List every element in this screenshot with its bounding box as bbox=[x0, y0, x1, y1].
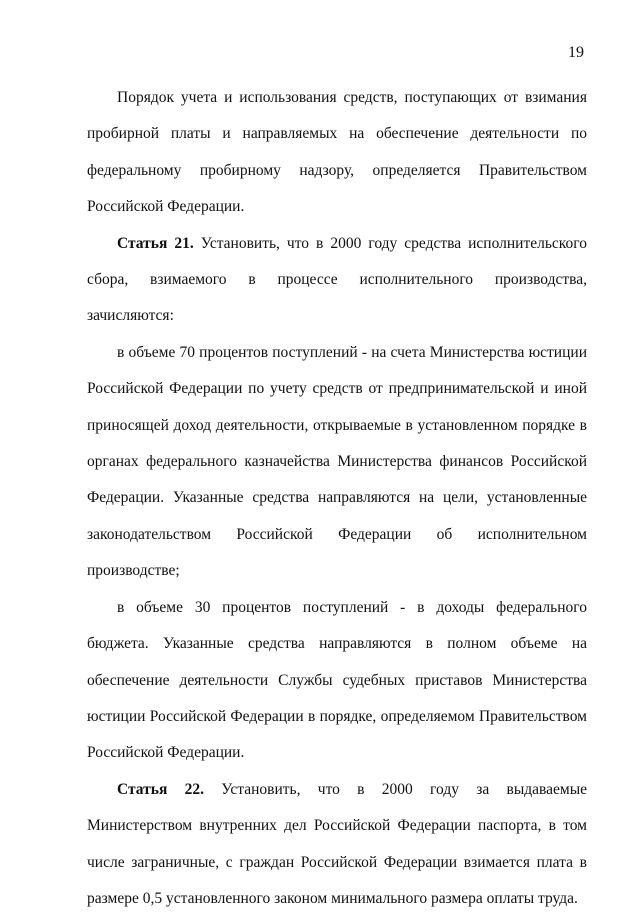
paragraph-text: в объеме 70 процентов поступлений - на счета Министерства юстиции Российской Федерации по учету средств от предпринимательской и иной приносящей доход деятельности, открываемые в установленном порядке в органах федерального казначейства Министерства финансов Российской Федерации. Указанные средства направляются на цели, установленные законодательством Российской Федерации об исполнительном производстве; bbox=[87, 343, 587, 580]
paragraph-article-21 bbox=[87, 226, 587, 335]
page-number: 19 bbox=[568, 44, 584, 61]
paragraph-70-percent bbox=[87, 335, 587, 590]
article-22-heading: Статья 22. bbox=[117, 780, 204, 798]
paragraph-text: Установить, что в 2000 году за выдаваемые Министерством внутренних дел Российской Федерации паспорта, в том числе заграничные, с граждан Российской Федерации взимается плата в размере 0,5 установленного законом минимального размера оплаты труда. bbox=[87, 780, 587, 907]
paragraph-text: Порядок учета и использования средств, поступающих от взимания пробирной платы и направляемых на обеспечение деятельности по федеральному пробирному надзору, определяется Правительством Российской Федерации. bbox=[87, 89, 587, 216]
paragraph-30-percent bbox=[87, 590, 587, 772]
paragraph-text: в объеме 30 процентов поступлений - в доходы федерального бюджета. Указанные средства направляются в полном объеме на обеспечение деятельности Службы судебных приставов Министерства юстиции Российской Федерации в порядке, определяемом Правительством Российской Федерации. bbox=[87, 598, 587, 762]
paragraph-text: Установить, что в 2000 году средства исполнительского сбора, взимаемого в процессе исполнительного производства, зачисляются: bbox=[87, 234, 587, 325]
article-21-heading: Статья 21. bbox=[117, 234, 194, 252]
document-body bbox=[87, 80, 587, 917]
paragraph-article-22 bbox=[87, 772, 587, 917]
paragraph-assay-fee bbox=[87, 80, 587, 226]
